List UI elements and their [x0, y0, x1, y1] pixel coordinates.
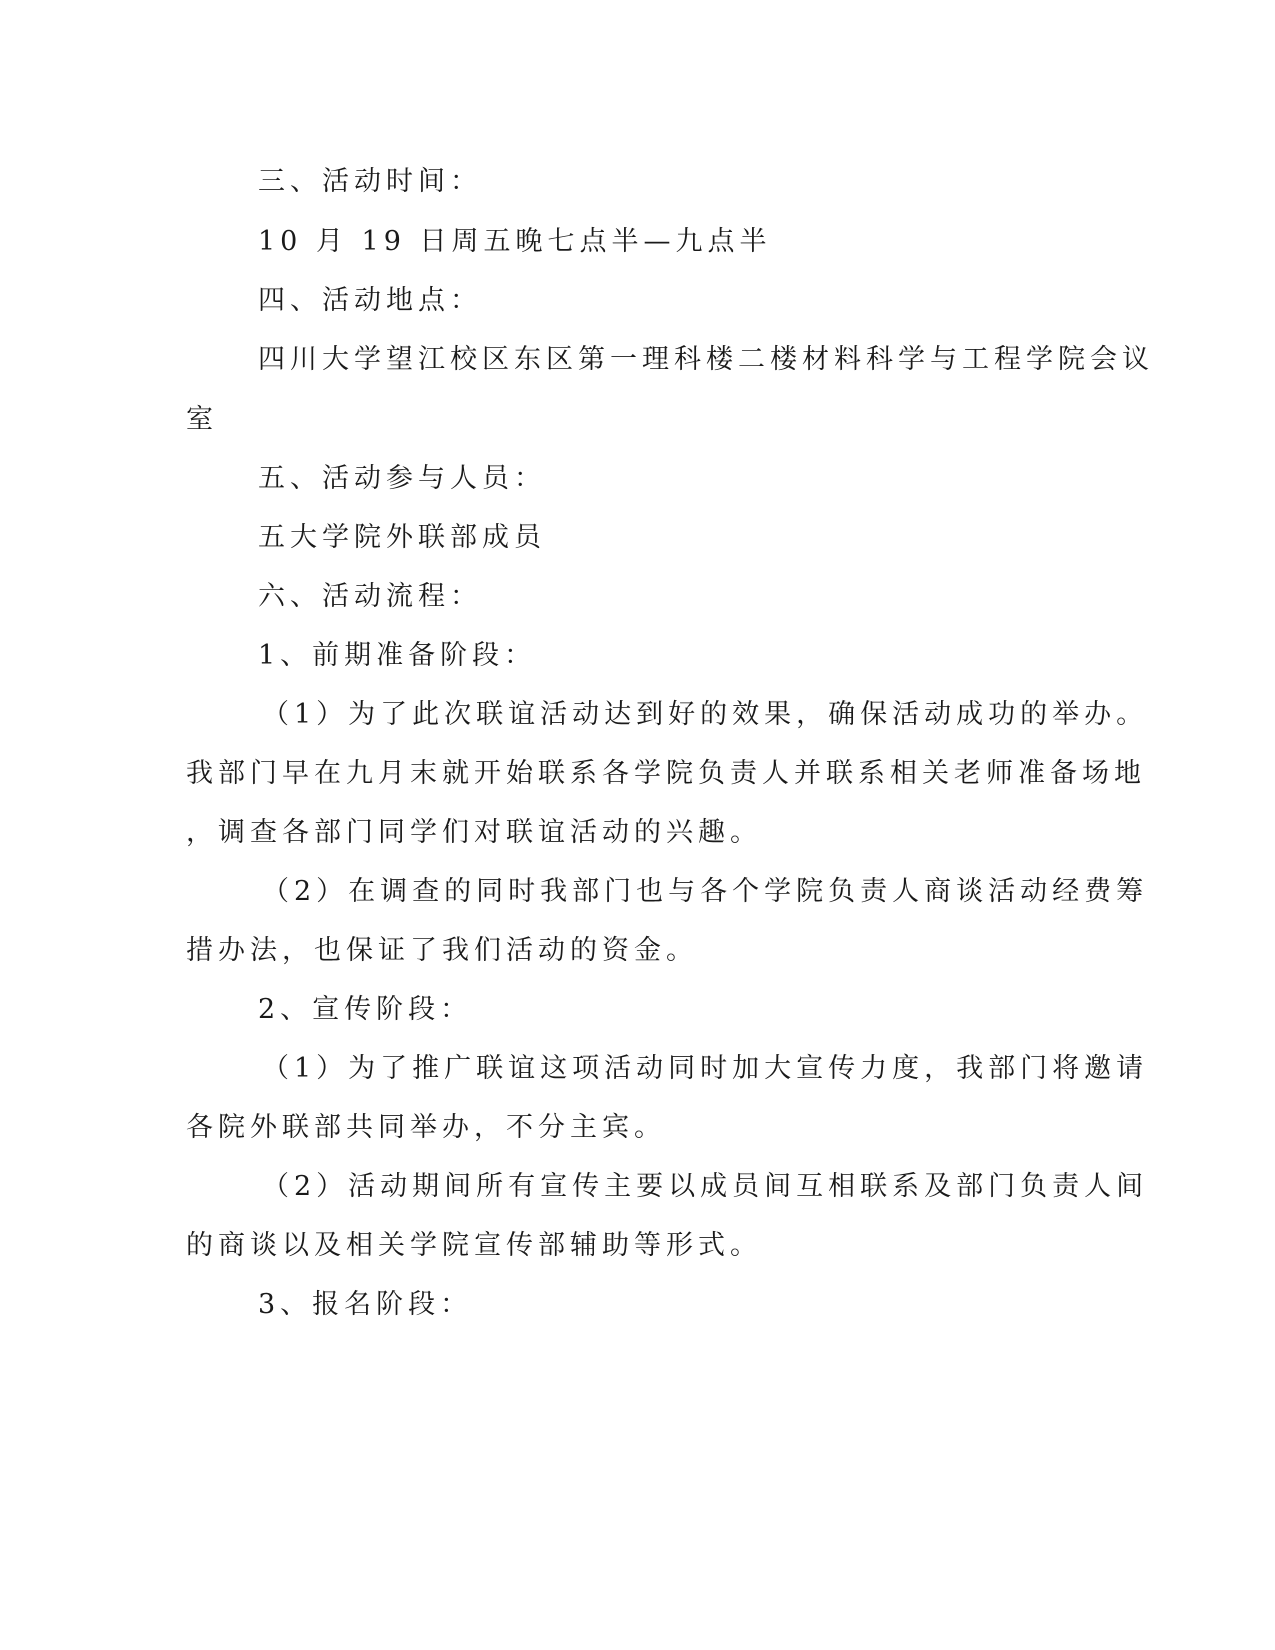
publicity-item-2-line-1: （2）活动期间所有宣传主要以成员间互相联系及部门负责人间	[262, 1171, 1149, 1202]
preparation-item-2-line-1: （2）在调查的同时我部门也与各个学院负责人商谈活动经费筹	[262, 876, 1149, 907]
heading-activity-location: 四、活动地点：	[258, 285, 482, 316]
preparation-item-2-line-2: 措办法，也保证了我们活动的资金。	[186, 935, 698, 966]
heading-activity-time: 三、活动时间：	[258, 166, 482, 197]
preparation-item-1-line-2: 我部门早在九月末就开始联系各学院负责人并联系相关老师准备场地	[186, 758, 1146, 789]
publicity-item-1-line-1: （1）为了推广联谊这项活动同时加大宣传力度，我部门将邀请	[262, 1053, 1149, 1084]
participants-value: 五大学院外联部成员	[258, 522, 546, 553]
heading-preparation-stage: 1、前期准备阶段：	[258, 640, 537, 671]
publicity-item-1-line-2: 各院外联部共同举办，不分主宾。	[186, 1112, 666, 1143]
preparation-item-1-line-1: （1）为了此次联谊活动达到好的效果，确保活动成功的举办。	[262, 699, 1149, 730]
activity-time-value: 10 月 19 日周五晚七点半—九点半	[258, 226, 772, 257]
heading-publicity-stage: 2、宣传阶段：	[258, 994, 473, 1025]
heading-activity-process: 六、活动流程：	[258, 581, 482, 612]
heading-registration-stage: 3、报名阶段：	[258, 1289, 473, 1320]
publicity-item-2-line-2: 的商谈以及相关学院宣传部辅助等形式。	[186, 1230, 762, 1261]
preparation-item-1-line-3: ，调查各部门同学们对联谊活动的兴趣。	[186, 817, 762, 848]
heading-participants: 五、活动参与人员：	[258, 463, 546, 494]
activity-location-line-1: 四川大学望江校区东区第一理科楼二楼材料科学与工程学院会议	[258, 344, 1154, 375]
activity-location-line-2: 室	[186, 404, 218, 435]
